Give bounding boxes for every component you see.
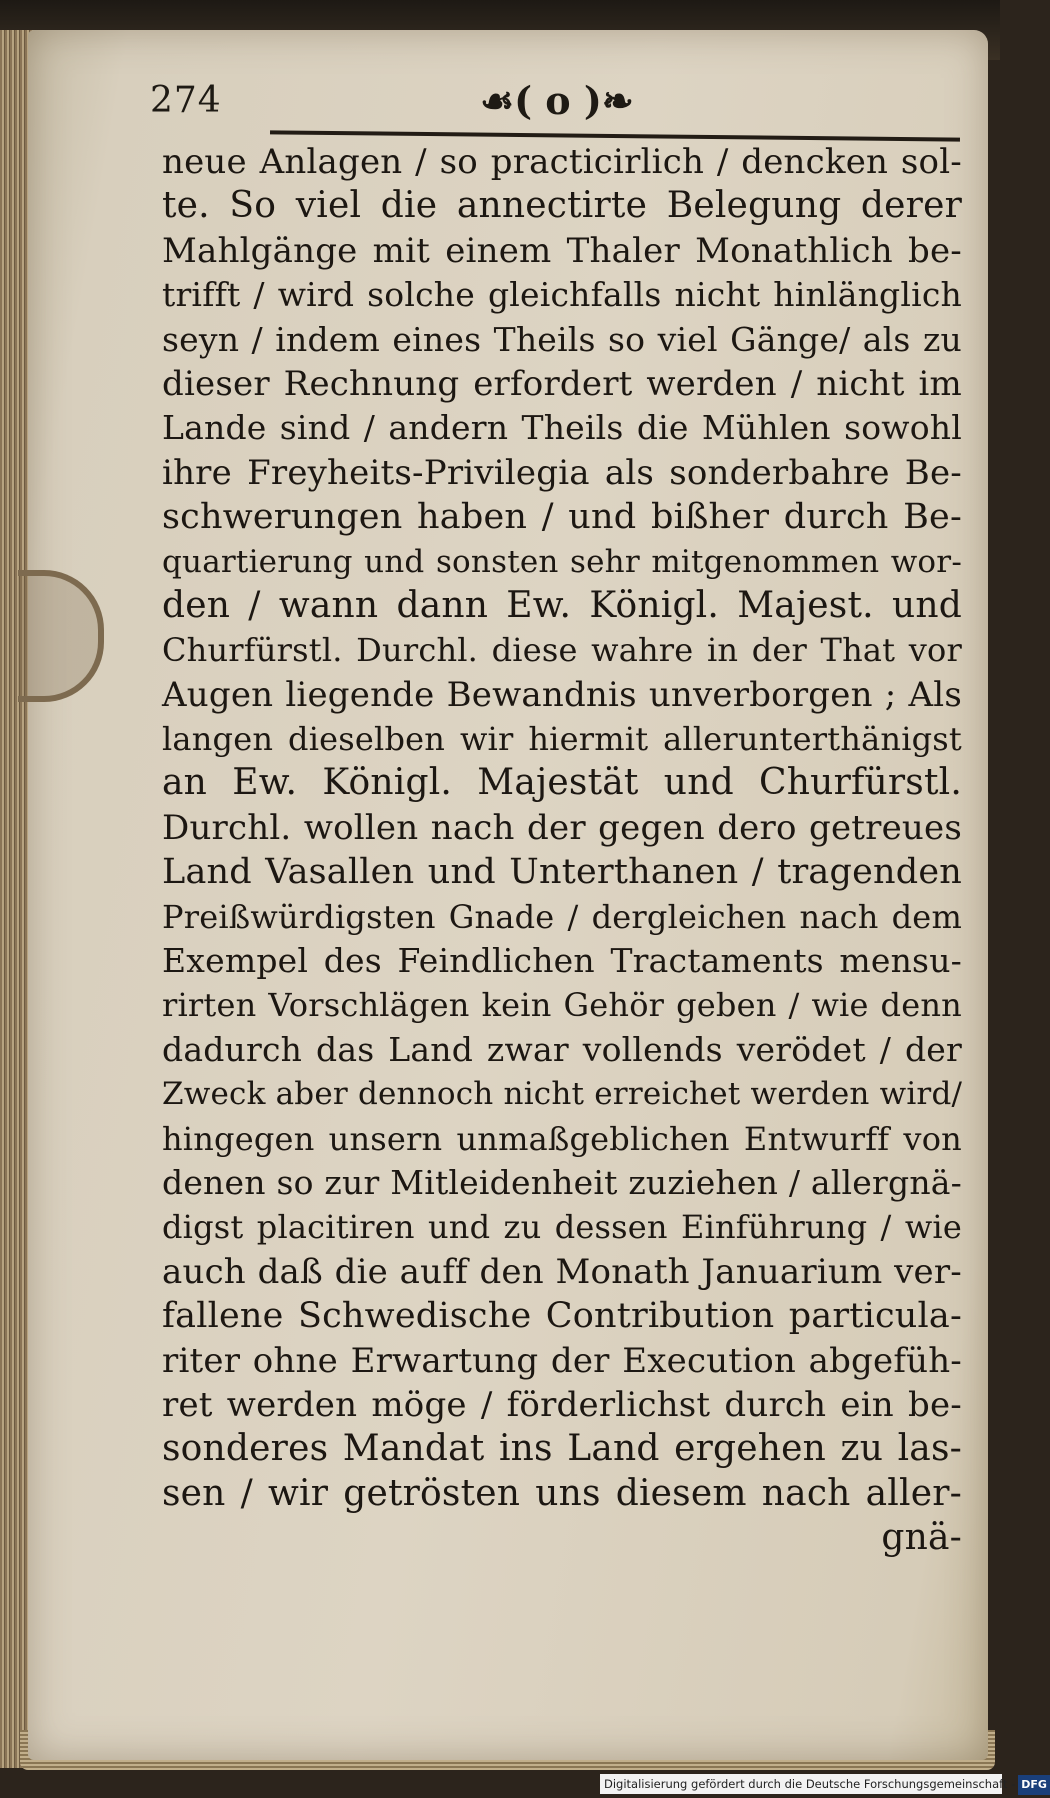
text-line: an Ew. Königl. Majestät und Churfürstl. <box>162 762 962 804</box>
text-line: fallene Schwedische Contribution particula- <box>162 1296 962 1337</box>
text-line: denen so zur Mitleidenheit zuziehen / allergnä- <box>162 1162 962 1202</box>
text-line: riter ohne Erwartung der Execution abgefüh- <box>162 1340 962 1381</box>
credit-text: Digitalisierung gefördert durch die Deutsche Forschungsgemeinschaft - <box>604 1777 1016 1791</box>
text-line: Exempel des Feindlichen Tractaments mensu- <box>162 941 962 981</box>
text-line: Durchl. wollen nach der gegen dero getreues <box>162 807 962 848</box>
text-line: sonderes Mandat ins Land ergehen zu las- <box>162 1428 962 1470</box>
text-line: Mahlgänge mit einem Thaler Monathlich be- <box>162 230 962 271</box>
page-number: 274 <box>150 80 222 121</box>
text-line: rirten Vorschlägen kein Gehör geben / wie denn <box>162 986 962 1025</box>
text-line: Churfürstl. Durchl. diese wahre in der That vor <box>162 631 962 670</box>
text-line: te. So viel die annectirte Belegung derer <box>162 185 962 227</box>
text-line: Lande sind / andern Theils die Mühlen sowohl <box>162 408 962 448</box>
text-line: langen dieselben wir hiermit allerunterthänigst <box>162 720 962 759</box>
text-line: auch daß die auff den Monath Januarium ver- <box>162 1251 962 1292</box>
catchword: gnä- <box>881 1517 962 1559</box>
text-line: Land Vasallen und Unterthanen / tragenden <box>162 852 962 893</box>
text-line: ihre Freyheits-Privilegia als sonderbahre Be- <box>162 452 962 493</box>
text-line: hingegen unsern unmaßgeblichen Entwurff von <box>162 1119 962 1158</box>
text-line: quartierung und sonsten sehr mitgenommen wor- <box>162 543 962 580</box>
digitization-credit <box>600 1774 1047 1794</box>
text-line: neue Anlagen / so practicirlich / dencken sol- <box>162 142 962 182</box>
text-line: schwerungen haben / und bißher durch Be- <box>162 497 962 538</box>
text-line: den / wann dann Ew. Königl. Majest. und <box>162 584 962 626</box>
book-clasp-icon <box>18 570 104 702</box>
page-header <box>150 80 950 140</box>
text-line: sen / wir getrösten uns diesem nach aller- <box>162 1472 962 1514</box>
text-line: dieser Rechnung erfordert werden / nicht im <box>162 363 962 404</box>
text-line: seyn / indem eines Theils so viel Gänge/ als zu <box>162 319 962 359</box>
text-line: ret werden möge / förderlichst durch ein be- <box>162 1384 962 1425</box>
text-line: Zweck aber dennoch nicht erreichet werden wird/ <box>162 1076 963 1113</box>
text-line: Augen liegende Bewandnis unverborgen ; Als <box>162 674 962 715</box>
text-line: Preißwürdigsten Gnade / dergleichen nach dem <box>162 897 962 936</box>
body-text <box>162 140 962 1561</box>
dfg-logo: DFG <box>1018 1775 1050 1795</box>
header-ornament: ☙( o )❧ <box>480 78 634 123</box>
text-line: trifft / wird solche gleichfalls nicht hinlänglich <box>162 275 962 315</box>
text-line: digst placitiren und zu dessen Einführung / wie <box>162 1208 962 1247</box>
text-line: dadurch das Land zwar vollends verödet / der <box>162 1029 962 1069</box>
